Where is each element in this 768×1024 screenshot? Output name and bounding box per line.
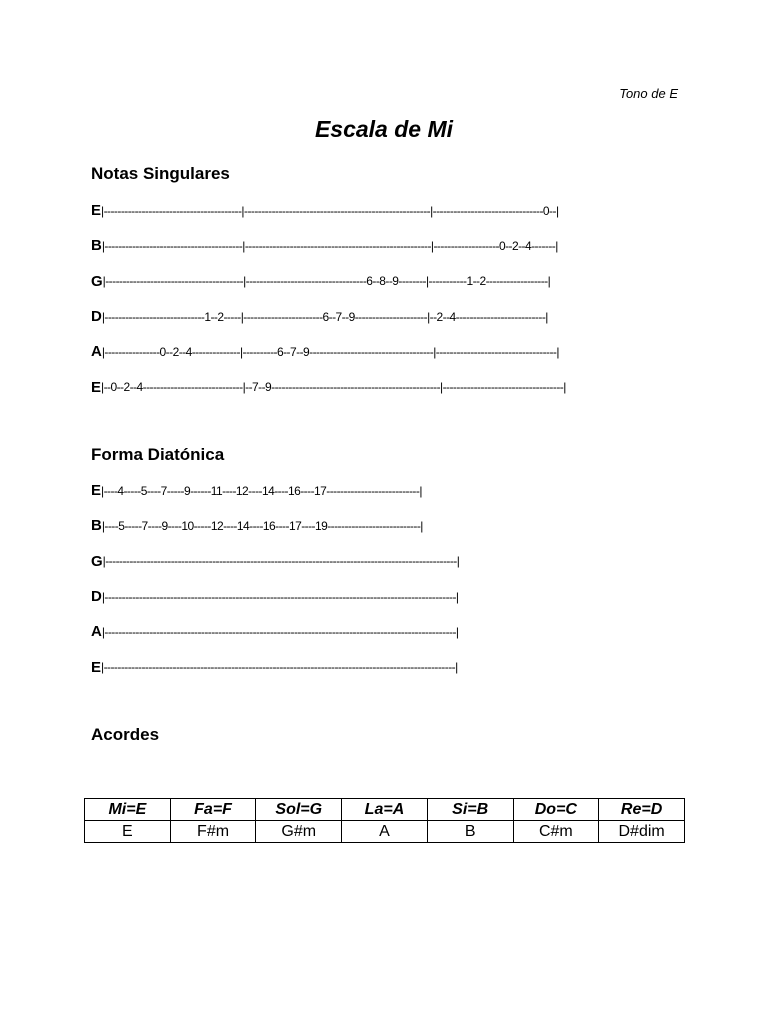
table-cell: C#m	[513, 821, 599, 843]
fret-sequence: |--0--2--4-----------------------------|--7--9-------------------------------------------------|-----------------------------------|	[101, 380, 566, 395]
chords-table	[84, 798, 685, 843]
fret-sequence: |------------------------------------------------------------------------------------------------------|	[101, 589, 459, 604]
tab-line	[91, 508, 691, 543]
tab-line	[91, 264, 691, 299]
section-heading-singles: Notas Singulares	[91, 164, 230, 183]
string-name: E	[91, 482, 102, 500]
table-header-row	[85, 799, 685, 821]
tab-line	[91, 193, 691, 228]
tab-line	[91, 334, 691, 369]
table-cell: F#m	[170, 821, 256, 843]
fret-sequence: |----------------------------------------|------------------------------------------------------|--------------------------------0--|	[101, 203, 559, 218]
string-name: D	[91, 588, 102, 606]
string-name: E	[91, 658, 102, 676]
tab-line	[91, 369, 691, 404]
section-heading-diatonic: Forma Diatónica	[91, 445, 225, 464]
table-cell: B	[427, 821, 513, 843]
table-header-cell: Fa=F	[170, 799, 256, 821]
table-header-cell: Do=C	[513, 799, 599, 821]
table-cell: E	[85, 821, 171, 843]
fret-sequence: |----------------------------------------|-----------------------------------6--8--9--------|-----------1--2------------------|	[102, 274, 551, 289]
tab-line	[91, 579, 691, 614]
fret-sequence: |----4-----5----7-----9------11----12----14----16----17---------------------------|	[101, 483, 422, 498]
string-name: A	[91, 623, 102, 641]
fret-sequence: |----------------------------------------|------------------------------------------------------|-------------------0--2--4-------|	[101, 238, 558, 253]
table-cell: G#m	[256, 821, 342, 843]
singles-tablature	[91, 193, 691, 405]
fret-sequence: |------------------------------------------------------------------------------------------------------|	[102, 554, 460, 569]
table-header-cell: Sol=G	[256, 799, 342, 821]
tab-line	[91, 614, 691, 649]
fret-sequence: |----------------0--2--4--------------|----------6--7--9------------------------------------|-----------------------------------|	[101, 344, 559, 359]
string-name: G	[91, 272, 103, 290]
section-heading-chords: Acordes	[91, 725, 160, 744]
table-row	[85, 821, 685, 843]
string-name: E	[91, 202, 102, 220]
tab-line	[91, 649, 691, 684]
table-header-cell: Si=B	[427, 799, 513, 821]
diatonic-tablature	[91, 473, 691, 685]
table-header-cell: La=A	[342, 799, 428, 821]
string-name: G	[91, 552, 103, 570]
string-name: D	[91, 308, 102, 326]
tab-line	[91, 473, 691, 508]
fret-sequence: |------------------------------------------------------------------------------------------------------|	[101, 660, 458, 675]
fret-sequence: |-----------------------------1--2-----|-----------------------6--7--9---------------------|--2--4--------------------------|	[101, 309, 548, 324]
fret-sequence: |------------------------------------------------------------------------------------------------------|	[101, 624, 459, 639]
tab-line	[91, 299, 691, 334]
string-name: B	[91, 237, 102, 255]
table-cell: A	[342, 821, 428, 843]
page-title: Escala de Mi	[314, 116, 454, 142]
table-header-cell: Re=D	[599, 799, 685, 821]
fret-sequence: |----5-----7----9----10-----12----14----16----17----19---------------------------|	[101, 518, 423, 533]
string-name: A	[91, 343, 102, 361]
table-header-cell: Mi=E	[85, 799, 171, 821]
tab-line	[91, 228, 691, 263]
tab-line	[91, 544, 691, 579]
string-name: E	[91, 378, 102, 396]
string-name: B	[91, 517, 102, 535]
key-label: Tono de E	[619, 86, 678, 101]
table-cell: D#dim	[599, 821, 685, 843]
